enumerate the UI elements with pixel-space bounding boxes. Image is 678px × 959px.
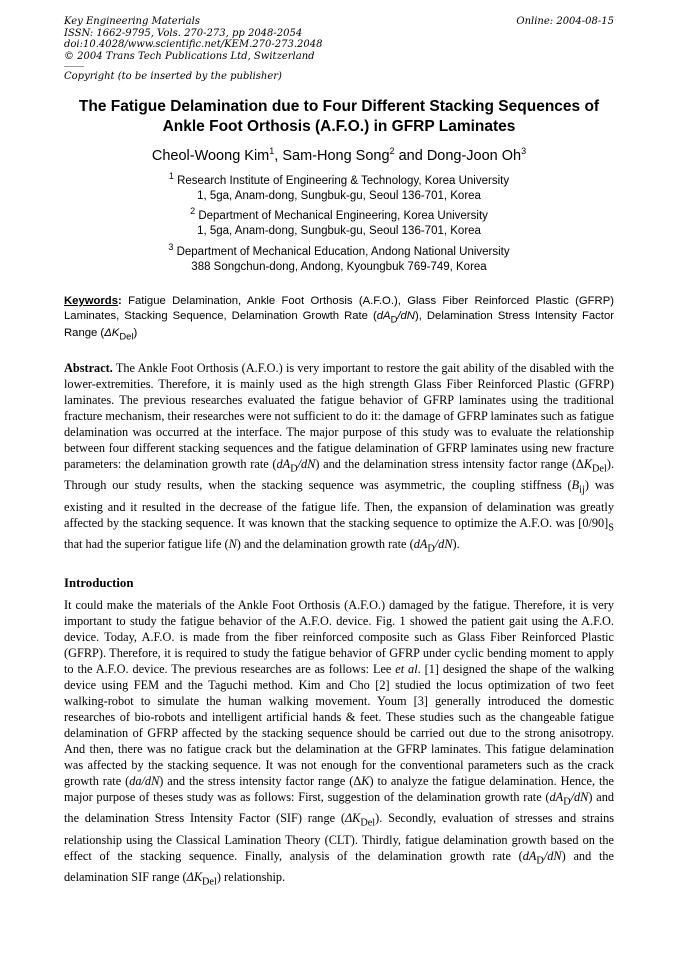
copyright-notice: Copyright (to be inserted by the publisher) bbox=[64, 71, 282, 82]
affiliation-3 bbox=[40, 242, 638, 275]
author-separator: and bbox=[394, 148, 427, 164]
math-subscript: D bbox=[536, 855, 544, 867]
math-symbol: /dN bbox=[397, 310, 415, 322]
affiliation-mark: 2 bbox=[190, 206, 196, 217]
math-subscript: D bbox=[563, 796, 571, 808]
publisher-line: © 2004 Trans Tech Publications Ltd, Switzerland bbox=[64, 50, 315, 62]
paper-title bbox=[40, 97, 638, 137]
author-name: Dong-Joon Oh bbox=[426, 148, 522, 164]
journal-name: Key Engineering Materials bbox=[64, 16, 200, 27]
math-symbol: da/dN bbox=[129, 774, 160, 788]
keywords-colon: : bbox=[118, 295, 122, 307]
math-subscript: Del bbox=[119, 330, 134, 342]
math-subscript: Del bbox=[202, 876, 217, 888]
abstract-text: ). Through our study results, when the stacking sequence was asymmetric, the coupling stiffness ( bbox=[64, 457, 615, 493]
keywords-label: Keywords bbox=[64, 295, 118, 307]
math-symbol: /dN bbox=[570, 790, 589, 804]
intro-text: . [1] designed the shape of the walking device using FEM and the Taguchi method. Kim and Cho [2] studied the locus optimization of two feet walking-robot to simulate the human walking movement. Youm [3] generally introduced the domestic researches of bio-robots and intelligent artificial hands & feet. These studies such as the changeable fatigue delamination of GFRP affected by the stacking sequence should be carried out due to the strong anisotropy. And then, there was no fatigue crack but the delamination at the GFRP laminates. This fatigue delamination was affected by the stacking sequence. It was not enough for the conventional parameters such as the crack growth rate ( bbox=[64, 662, 614, 788]
intro-text: It could make the materials of the Ankle Foot Orthosis (A.F.O.) damaged by the fatigue. Therefore, it is very important to study the fatigue behavior of the A.F.O. device. Fig. 1 showed the patient gait using the A.F.O. device. Today, A.F.O. is made from the fiber reinforced composite such as Glass Fiber Reinforced Plastic (GFRP). Therefore, it is required to study the fatigue behavior of GFRP under cyclic bending moment to apply to the A.F.O. device. The previous researches are as follows: Lee bbox=[64, 598, 614, 676]
intro-text: ) and the stress intensity factor range (Δ bbox=[159, 774, 362, 788]
math-subscript: Del bbox=[360, 817, 376, 829]
math-symbol: /dN bbox=[297, 457, 316, 471]
section-heading-introduction: Introduction bbox=[64, 576, 134, 590]
abstract-text: The Ankle Foot Orthosis (A.F.O.) is very important to restore the gait ability of the disabled with the lower-extremities. Therefore, it is mainly used as the high strength Glass Fiber Reinforced Plastic (GFRP) laminates. The previous researches evaluated the fatigue behavior of GFRP laminates using the traditional fracture mechanism, their researches were not sufficient to do it: the damage of GFRP laminates such as fatigue delamination was occurred at the interface. The major purpose of this study was to evaluate the relationship between four different stacking sequences and the fatigue delamination of GFRP laminates using new fracture parameters: the delamination growth rate ( bbox=[64, 361, 614, 471]
math-subscript: S bbox=[608, 522, 614, 534]
abstract-text: ) was existing and it resulted in the decrease of the fatigue life. Then, the expansion of delamination was greatly affected by the stacking sequence. It was known that the stacking sequence to optimize the A.F.O. was [0/90] bbox=[64, 478, 614, 530]
affiliation-dept: Research Institute of Engineering & Technology, Korea University bbox=[177, 175, 510, 187]
author-name: Cheol-Woong Kim bbox=[151, 148, 270, 164]
math-symbol: B bbox=[571, 478, 580, 493]
abstract-label: Abstract. bbox=[64, 361, 113, 375]
title-line-1: The Fatigue Delamination due to Four Different Stacking Sequences of bbox=[78, 98, 600, 115]
introduction-body bbox=[64, 597, 614, 891]
title-line-2: Ankle Foot Orthosis (A.F.O.) in GFRP Laminates bbox=[162, 118, 516, 135]
author-separator: , bbox=[274, 148, 283, 164]
intro-text: ) and the delamination Stress Intensity Factor (SIF) range ( bbox=[64, 790, 614, 826]
abstract-block bbox=[64, 360, 614, 558]
abstract-text: ) and the delamination stress intensity factor range (Δ bbox=[315, 457, 584, 471]
math-symbol: ΔK bbox=[186, 870, 203, 885]
journal-header bbox=[64, 16, 322, 62]
math-symbol: /dN bbox=[543, 848, 562, 863]
author-list bbox=[40, 148, 638, 164]
keywords-block bbox=[64, 294, 614, 344]
affiliation-dept: Department of Mechanical Education, Andong National University bbox=[176, 246, 510, 258]
math-symbol: ΔK bbox=[104, 327, 120, 340]
math-subscript: D bbox=[290, 463, 298, 475]
author-mark: 3 bbox=[521, 146, 527, 157]
math-symbol: dA bbox=[522, 848, 537, 863]
keywords-text: ), Delamination Stress Intensity Factor Range ( bbox=[64, 310, 614, 340]
affiliation-2 bbox=[40, 206, 638, 239]
affiliation-mark: 1 bbox=[168, 171, 174, 182]
math-symbol: dA bbox=[276, 457, 291, 471]
math-symbol: K bbox=[583, 457, 593, 471]
abstract-text: ) and the delamination growth rate ( bbox=[236, 537, 414, 552]
affiliation-1 bbox=[40, 171, 638, 204]
online-date: Online: 2004-08-15 bbox=[516, 16, 614, 27]
author-mark: 2 bbox=[389, 146, 395, 157]
math-subscript: D bbox=[427, 543, 435, 555]
abstract-text: that had the superior fatigue life ( bbox=[64, 537, 229, 552]
affiliation-address: 1, 5ga, Anam-dong, Sungbuk-gu, Seoul 136-701, Korea bbox=[197, 225, 481, 237]
intro-text: ). Secondly, evaluation of stresses and strains relationship using the Classical Lamination Theory (CLT). Thirdly, fatigue delamination growth based on the effect of the stacking sequence. Finally, analysis of the delamination growth rate ( bbox=[64, 811, 615, 863]
intro-text: ) relationship. bbox=[216, 870, 286, 885]
keywords-text: ) bbox=[133, 327, 138, 340]
header-divider bbox=[64, 66, 84, 67]
intro-text: ) to analyze the fatigue delamination. Hence, the major purpose of theses study was as follows: First, suggestion of the delamination growth rate ( bbox=[64, 774, 614, 804]
math-symbol: dA bbox=[549, 790, 564, 804]
intro-text: ) and the delamination SIF range ( bbox=[64, 848, 614, 885]
issn-line: ISSN: 1662-9795, Vols. 270-273, pp 2048-2054 bbox=[64, 27, 303, 39]
math-subscript: ij bbox=[579, 484, 585, 496]
math-subscript: Del bbox=[592, 463, 607, 475]
author-name: Sam-Hong Song bbox=[282, 148, 390, 164]
math-symbol: ΔK bbox=[344, 811, 361, 826]
math-subscript: D bbox=[390, 313, 398, 325]
affiliation-mark: 3 bbox=[168, 242, 174, 253]
keywords-text: Fatigue Delamination, Ankle Foot Orthosis (A.F.O.), Glass Fiber Reinforced Plastic (GFRP) Laminates, Stacking Sequence, Delamination Growth Rate ( bbox=[64, 295, 614, 322]
affiliation-address: 388 Songchun-dong, Andong, Kyoungbuk 769-749, Korea bbox=[191, 261, 487, 273]
math-symbol: dA bbox=[413, 537, 428, 552]
author-mark: 1 bbox=[269, 146, 275, 157]
intro-italic: et al bbox=[395, 662, 418, 676]
affiliation-dept: Department of Mechanical Engineering, Korea University bbox=[198, 210, 488, 222]
abstract-text: ). bbox=[452, 537, 460, 552]
math-symbol: N bbox=[228, 537, 237, 552]
doi-line: doi:10.4028/www.scientific.net/KEM.270-273.2048 bbox=[64, 39, 323, 50]
math-symbol: K bbox=[361, 774, 370, 788]
affiliation-address: 1, 5ga, Anam-dong, Sungbuk-gu, Seoul 136-701, Korea bbox=[197, 190, 481, 202]
math-symbol: /dN bbox=[434, 537, 453, 552]
math-symbol: dA bbox=[376, 310, 391, 322]
